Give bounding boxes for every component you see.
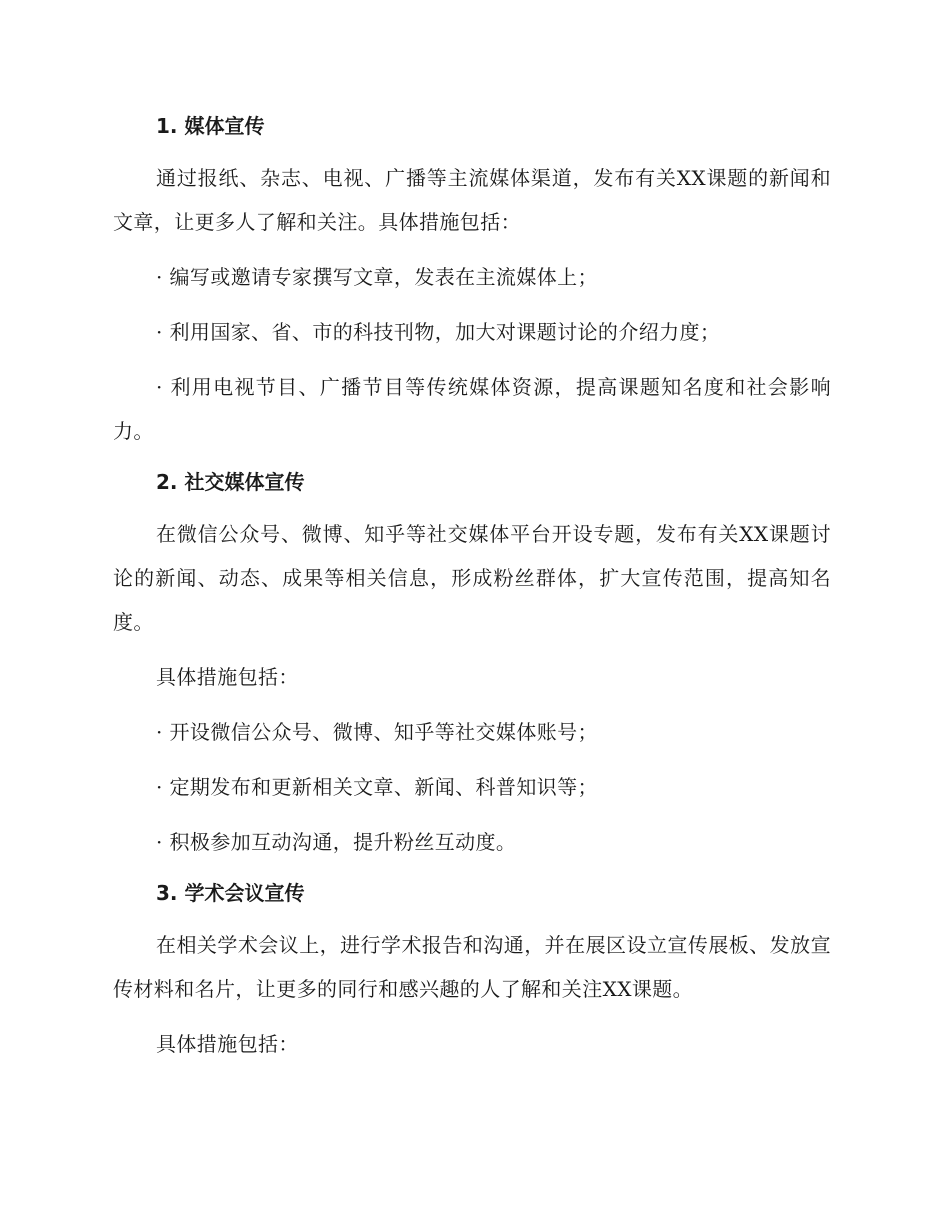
section-paragraph: 具体措施包括： [156, 1032, 299, 1056]
bullet-item: · 利用电视节目、广播节目等传统媒体资源，提高课题知名度和社会影响力。 [113, 375, 831, 443]
section-paragraph: 在微信公众号、微博、知乎等社交媒体平台开设专题，发布有关XX课题讨论的新闻、动态、成果等相关信息，形成粉丝群体，扩大宣传范围，提高知名度。 [113, 522, 831, 634]
section-paragraph: 通过报纸、杂志、电视、广播等主流媒体渠道，发布有关XX课题的新闻和文章，让更多人了解和关注。具体措施包括： [113, 166, 831, 234]
document-body [113, 108, 831, 1066]
bullet-item: · 开设微信公众号、微博、知乎等社交媒体账号； [156, 720, 598, 744]
section-heading-social-media: 2. 社交媒体宣传 [156, 470, 305, 494]
bullet-item: · 积极参加互动沟通，提升粉丝互动度。 [156, 830, 517, 854]
bullet-item: · 编写或邀请专家撰写文章，发表在主流媒体上； [156, 265, 598, 289]
bullet-item: · 利用国家、省、市的科技刊物，加大对课题讨论的介绍力度； [156, 320, 721, 344]
bullet-item: · 定期发布和更新相关文章、新闻、科普知识等； [156, 775, 598, 799]
section-paragraph: 在相关学术会议上，进行学术报告和沟通，并在展区设立宣传展板、发放宣传材料和名片，让更多的同行和感兴趣的人了解和关注XX课题。 [113, 933, 831, 1001]
section-heading-media: 1. 媒体宣传 [156, 114, 265, 138]
section-heading-academic-conference: 3. 学术会议宣传 [156, 881, 305, 905]
section-paragraph: 具体措施包括： [156, 665, 299, 689]
